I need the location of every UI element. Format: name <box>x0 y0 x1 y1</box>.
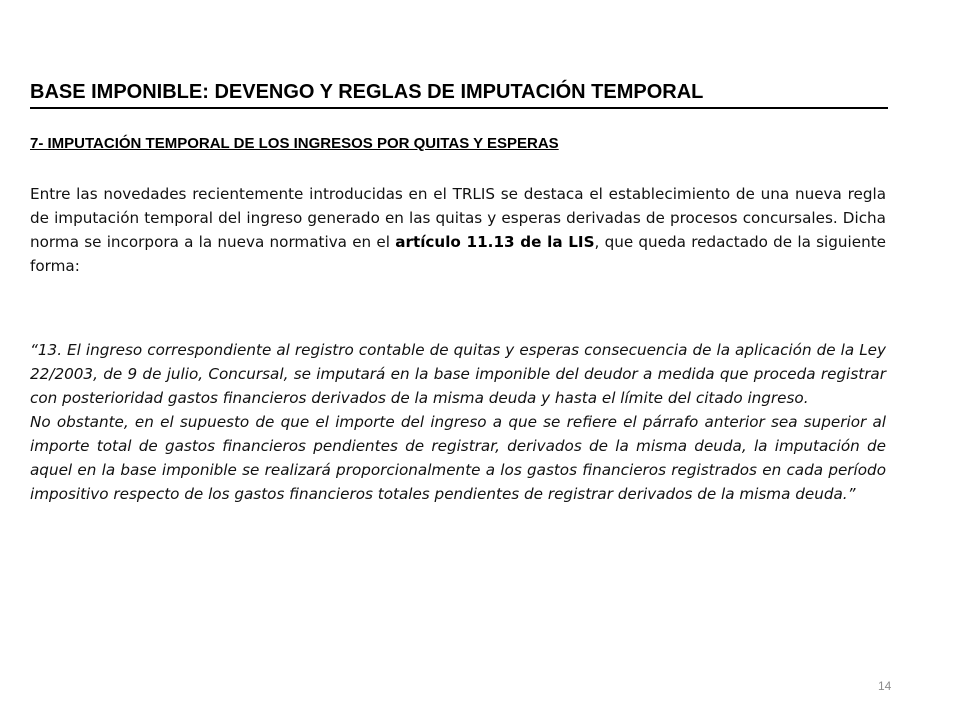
section-heading: 7- IMPUTACIÓN TEMPORAL DE LOS INGRESOS POR QUITAS Y ESPERAS <box>30 135 559 152</box>
quote-paragraph-1: “13. El ingreso correspondiente al registro contable de quitas y esperas consecuencia de la aplicación de la Ley 22/2003, de 9 de julio, Concursal, se imputará en la base imponible del deudor a medida que proceda registrar con posterioridad gastos financieros derivados de la misma deuda y hasta el límite del citado ingreso. <box>30 341 886 407</box>
legal-quote-block <box>30 338 886 506</box>
title-underline-rule <box>30 107 888 109</box>
intro-paragraph <box>30 182 886 278</box>
intro-text-start: Entre las novedades recientemente introducidas en el TRLIS se destaca el establecimiento de una nueva regla de imputación temporal del ingreso generado en las quitas y esperas derivadas de procesos concursales. Dicha norma se incorpora a la nueva normativa en el <box>30 185 886 251</box>
intro-text-end: , que queda redactado de la siguiente forma: <box>30 233 887 275</box>
quote-paragraph-2: No obstante, en el supuesto de que el importe del ingreso a que se refiere el párrafo anterior sea superior al importe total de gastos financieros pendientes de registrar, derivados de la misma deuda, la imputación de aquel en la base imponible se realizará proporcionalmente a los gastos financieros registrados en cada período impositivo respecto de los gastos financieros totales pendientes de registrar derivados de la misma deuda.” <box>30 413 886 503</box>
slide-title: BASE IMPONIBLE: DEVENGO Y REGLAS DE IMPUTACIÓN TEMPORAL <box>30 81 704 103</box>
law-article-reference: artículo 11.13 de la LIS <box>395 233 595 251</box>
page-number: 14 <box>878 679 892 693</box>
